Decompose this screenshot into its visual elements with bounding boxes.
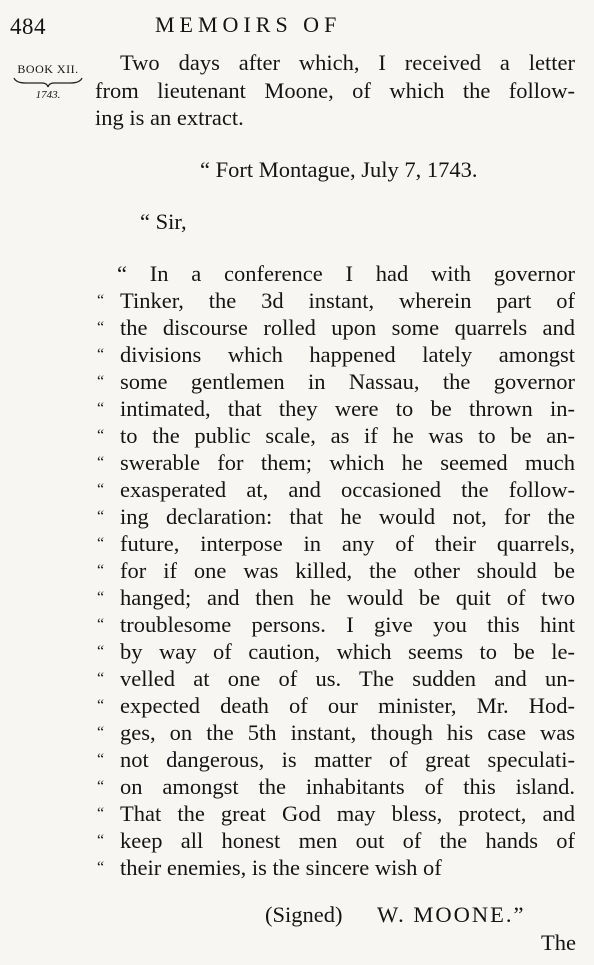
letter-line-1: “ In a conference I had with governor (117, 261, 575, 286)
letter-line-7: to the public scale, as if he was to be an- (120, 423, 575, 448)
margin-book-label: BOOK XII. (17, 62, 79, 76)
letter-line-15: by way of caution, which seems to be le- (120, 639, 575, 664)
quote-mark: “ (97, 859, 105, 876)
letter-dateline: “ Fort Montague, July 7, 1743. (200, 157, 478, 182)
quote-mark: “ (97, 346, 105, 363)
quote-mark: “ (97, 724, 105, 741)
letter-line-12: for if one was killed, the other should be (120, 558, 575, 583)
letter-line-8: swerable for them; which he seemed much (120, 450, 575, 475)
quote-mark: “ (97, 697, 105, 714)
quote-mark: “ (97, 454, 105, 471)
quote-mark: “ (97, 805, 105, 822)
letter-line-20: on amongst the inhabitants of this island. (120, 774, 575, 799)
quote-mark: “ (97, 481, 105, 498)
signature-signed: (Signed) (265, 902, 343, 927)
letter-line-3: the discourse rolled upon some quarrels and (120, 315, 575, 340)
intro-line-2: from lieutenant Moone, of which the follow- (95, 78, 575, 103)
letter-line-22: keep all honest men out of the hands of (120, 828, 575, 853)
letter-line-10: ing declaration: that he would not, for the (120, 504, 575, 529)
letter-line-18: ges, on the 5th instant, though his case was (120, 720, 575, 745)
quote-mark: “ (97, 778, 105, 795)
letter-line-5: some gentlemen in Nassau, the governor (120, 369, 575, 394)
letter-line-9: exasperated at, and occasioned the follow- (120, 477, 575, 502)
letter-line-21: That the great God may bless, protect, and (120, 801, 575, 826)
quote-mark: “ (97, 589, 105, 606)
page-number: 484 (10, 14, 46, 39)
quote-mark: “ (97, 400, 105, 417)
intro-line-1: Two days after which, I received a letter (120, 50, 575, 75)
letter-line-13: hanged; and then he would be quit of two (120, 585, 575, 610)
quote-mark: “ (97, 319, 105, 336)
quote-mark: “ (97, 670, 105, 687)
quote-mark: “ (97, 535, 105, 552)
letter-salutation: “ Sir, (140, 209, 187, 234)
letter-line-2: Tinker, the 3d instant, wherein part of (120, 288, 575, 313)
quote-mark: “ (97, 562, 105, 579)
letter-line-4: divisions which happened lately amongst (120, 342, 575, 367)
letter-line-14: troublesome persons. I give you this hint (120, 612, 575, 637)
letter-line-6: intimated, that they were to be thrown in- (120, 396, 575, 421)
intro-line-3: ing is an extract. (95, 105, 244, 130)
signature-name: W. MOONE.” (377, 902, 526, 927)
quote-mark: “ (97, 292, 105, 309)
letter-line-19: not dangerous, is matter of great speculati- (120, 747, 575, 772)
quote-mark: “ (97, 751, 105, 768)
letter-line-11: future, interpose in any of their quarrels, (120, 531, 575, 556)
letter-line-16: velled at one of us. The sudden and un- (120, 666, 575, 691)
curly-brace-icon (12, 76, 84, 88)
quote-mark: “ (97, 427, 105, 444)
catchword: The (541, 930, 576, 955)
margin-note (6, 62, 90, 101)
quote-mark: “ (97, 643, 105, 660)
quote-mark: “ (97, 616, 105, 633)
letter-line-23: their enemies, is the sincere wish of (120, 855, 442, 880)
margin-year: 1743. (35, 89, 61, 101)
quote-mark: “ (97, 832, 105, 849)
running-head: MEMOIRS OF (155, 12, 342, 37)
quote-mark: “ (97, 508, 105, 525)
letter-line-17: expected death of our minister, Mr. Hod- (120, 693, 575, 718)
quote-mark: “ (97, 373, 105, 390)
